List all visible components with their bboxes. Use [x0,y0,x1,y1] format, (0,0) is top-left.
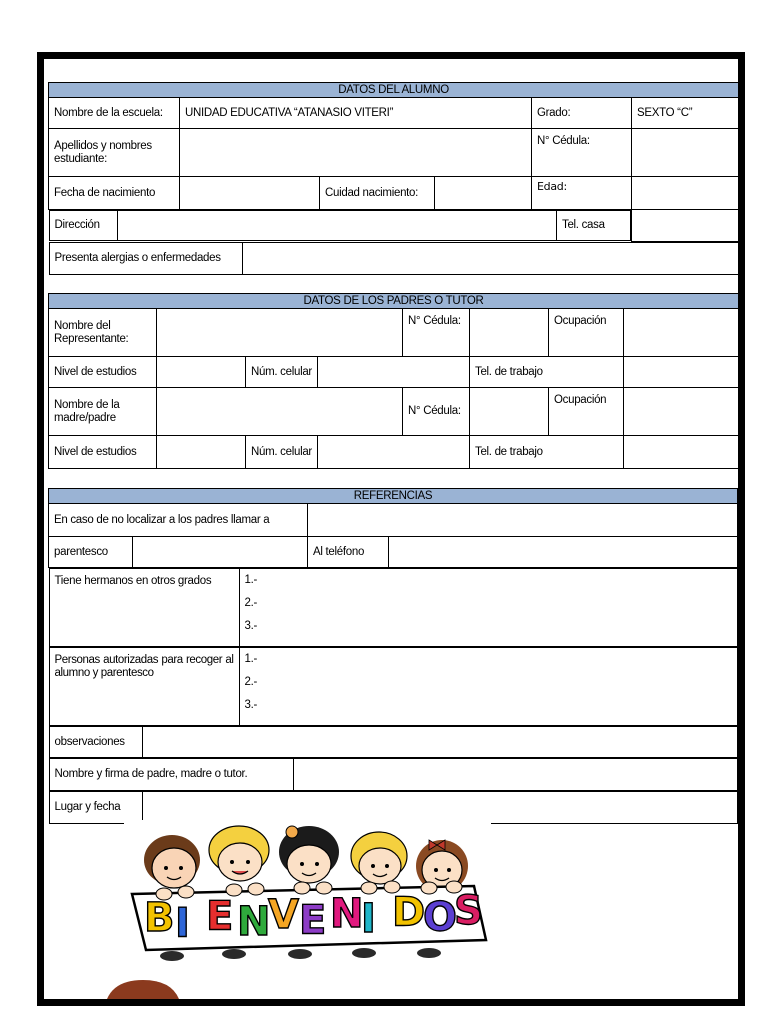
feet [160,948,441,961]
banner-letter: B [144,895,175,941]
representative-occupation-field[interactable] [624,309,739,357]
parent-occupation-label: Ocupación [549,388,624,436]
representative-field[interactable] [157,309,403,357]
place-date-field[interactable] [142,792,737,824]
banner-letter: O [423,894,458,941]
authorized-list[interactable] [239,648,737,726]
relation-field[interactable] [133,537,308,568]
authorized-item-2: 2.- [244,676,258,688]
rep-cell-field[interactable] [318,357,470,388]
allergies-row [49,241,739,275]
home-phone-field[interactable] [632,210,739,242]
student-id-label: N° Cédula: [532,129,632,177]
grade-value[interactable]: SEXTO “C” [632,98,739,129]
student-names-field[interactable] [180,129,532,177]
siblings-item-3: 3.- [244,620,258,632]
siblings-row [49,568,738,648]
authorized-item-1: 1.- [244,653,258,665]
parents-data-table [48,293,739,469]
birthdate-field[interactable] [180,177,320,210]
welcome-banner-illustration [124,822,492,967]
age-label: Edad: [532,177,632,210]
age-field[interactable] [632,177,739,210]
rep-work-phone-field[interactable] [624,357,739,388]
contact-phone-label: Al teléfono [308,537,389,568]
address-field[interactable] [117,211,557,241]
rep-cell-label: Núm. celular [246,357,318,388]
section-header-references: REFERENCIAS [49,489,738,504]
school-label: Nombre de la escuela: [49,98,180,129]
parent-education-field[interactable] [157,436,246,469]
allergies-label: Presenta alergias o enfermedades [49,242,242,274]
birthcity-field[interactable] [435,177,532,210]
signature-field[interactable] [293,759,737,791]
emergency-contact-label: En caso de no localizar a los padres llamar a [49,504,308,537]
parent-occupation-field[interactable] [624,388,739,436]
student-id-field[interactable] [632,129,739,177]
address-label: Dirección [49,211,117,241]
observations-label: observaciones [49,727,142,758]
siblings-list[interactable] [239,569,737,647]
parent-id-label: N° Cédula: [403,388,470,436]
observations-field[interactable] [142,727,737,758]
parent-work-phone-field[interactable] [624,436,739,469]
address-row [49,210,632,242]
rep-education-field[interactable] [157,357,246,388]
signature-label: Nombre y firma de padre, madre o tutor. [49,759,293,791]
authorized-item-3: 3.- [244,699,258,711]
references-table [48,488,738,824]
banner-letter: E [299,897,327,944]
home-phone-label: Tel. casa [557,211,631,241]
siblings-item-1: 1.- [244,574,258,586]
banner-letter: N [237,898,271,945]
rep-work-phone-label: Tel. de trabajo [470,357,624,388]
representative-occupation-label: Ocupación [549,309,624,357]
student-data-table [48,82,739,275]
kid-3 [279,826,339,883]
banner-letter: I [361,896,376,943]
birthdate-label: Fecha de nacimiento [49,177,180,210]
representative-label: Nombre del Representante: [49,309,157,357]
banner-letter: I [175,900,190,947]
banner-letter: E [206,893,234,940]
siblings-label: Tiene hermanos en otros grados [49,569,239,647]
parent-education-label: Nivel de estudios [49,436,157,469]
partial-character-illustration [105,978,181,999]
parent-cell-label: Núm. celular [246,436,318,469]
representative-id-field[interactable] [470,309,549,357]
kid-1 [144,835,200,888]
representative-id-label: N° Cédula: [403,309,470,357]
school-value[interactable]: UNIDAD EDUCATIVA “ATANASIO VITERI” [180,98,532,129]
banner-letter: N [330,890,364,937]
banner-letter: S [454,888,483,934]
allergies-field[interactable] [242,242,738,274]
student-names-label: Apellidos y nombres estudiante: [49,129,180,177]
section-header-student: DATOS DEL ALUMNO [49,83,739,98]
authorized-row [49,647,738,726]
authorized-label: Personas autorizadas para recoger al alumno y parentesco [49,648,239,726]
emergency-contact-field[interactable] [308,504,738,537]
place-date-label: Lugar y fecha [49,792,142,824]
rep-education-label: Nivel de estudios [49,357,157,388]
parent-cell-field[interactable] [318,436,470,469]
birthcity-label: Cuidad nacimiento: [320,177,435,210]
parent-work-phone-label: Tel. de trabajo [470,436,624,469]
parent-name-field[interactable] [157,388,403,436]
parent-name-label: Nombre de la madre/padre [49,388,157,436]
siblings-item-2: 2.- [244,597,258,609]
relation-label: parentesco [49,537,133,568]
banner-letter: D [392,889,426,936]
kid-4 [351,832,407,884]
contact-phone-field[interactable] [389,537,738,568]
observations-row [49,726,738,758]
section-header-parents: DATOS DE LOS PADRES O TUTOR [49,294,739,309]
signature-row [49,758,738,791]
kid-2 [209,826,269,881]
grade-label: Grado: [532,98,632,129]
banner-letter: V [268,892,299,939]
parent-id-field[interactable] [470,388,549,436]
